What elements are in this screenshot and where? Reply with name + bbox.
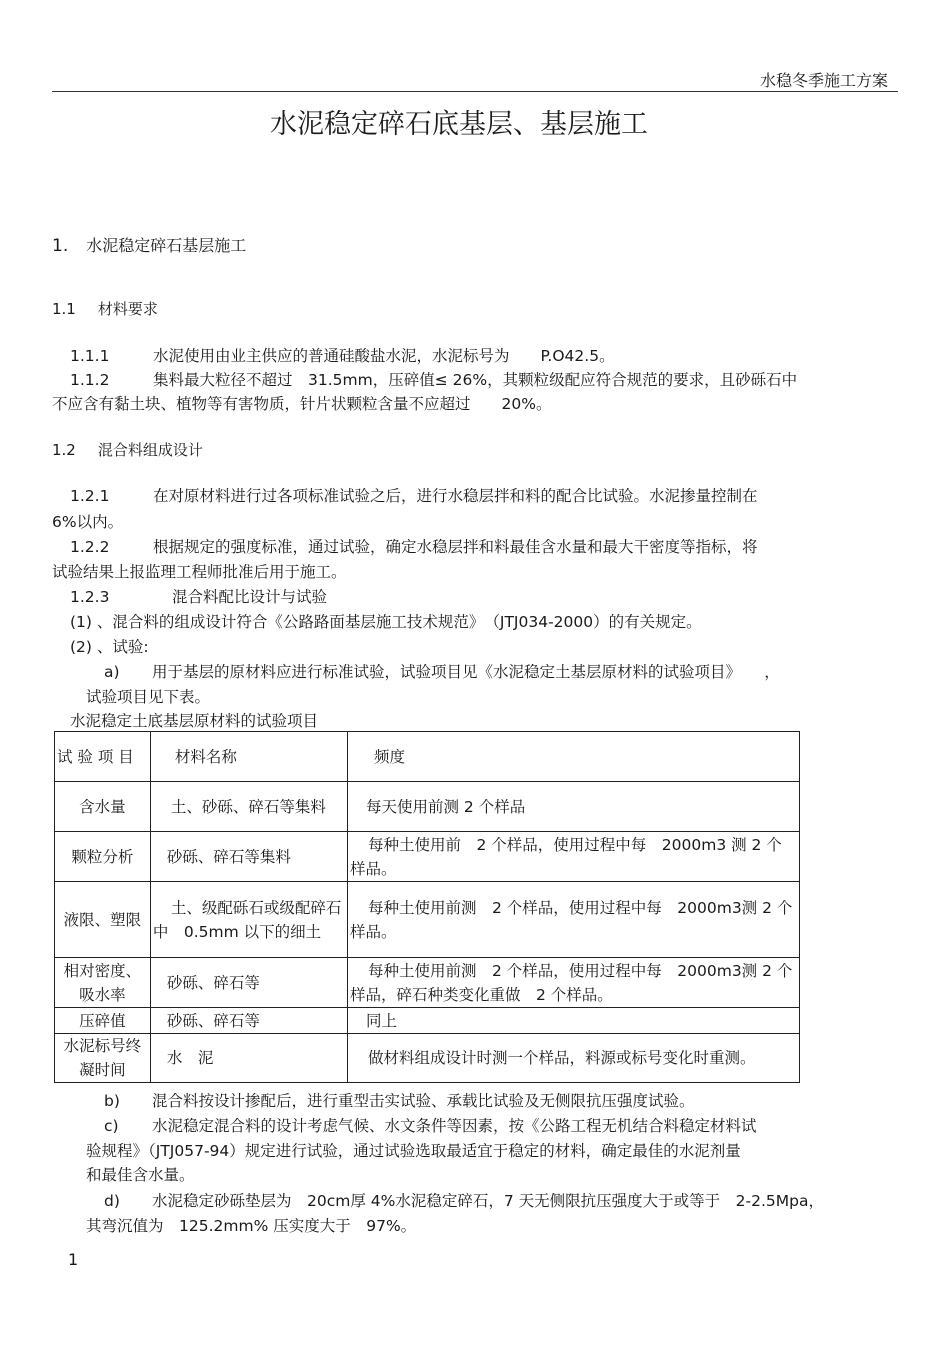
- table-cell: 土、砂砾、碎石等集料: [150, 782, 347, 832]
- para-1-2-3-number: 1.2.3: [70, 588, 110, 606]
- item-c-cont-1: 验规程》（JTJ057-94）规定进行试验，通过试验选取最适宜于稳定的材料，确定最佳的水泥剂量: [86, 1142, 741, 1160]
- para-1-2-1-cont: 6%以内。: [52, 513, 124, 531]
- item-c-cont-2: 和最佳含水量。: [86, 1166, 195, 1184]
- section-1-1-number: 1.1: [52, 300, 76, 318]
- para-1-1-2-text: 集料最大粒径不超过 31.5mm，压碎值≤ 26%，其颗粒级配应符合规范的要求，且砂砾石中: [153, 371, 798, 389]
- table-header-row: [55, 732, 800, 782]
- item-c-text: 水泥稳定混合料的设计考虑气候、水文条件等因素，按《公路工程无机结合料稳定材料试: [152, 1117, 757, 1135]
- table-cell: 压碎值: [55, 1008, 151, 1034]
- para-1-2-1: [70, 484, 758, 506]
- para-1-1-1-number: 1.1.1: [70, 347, 110, 365]
- item-a-label: a): [104, 663, 120, 681]
- page-number: 1: [68, 1250, 79, 1269]
- table-cell: 砂砾、碎石等集料: [150, 832, 347, 882]
- section-1-1-heading: [52, 298, 158, 319]
- para-1-2-2-cont: 试验结果上报监理工程师批准后用于施工。: [52, 563, 347, 581]
- para-1-2-1-number: 1.2.1: [70, 487, 110, 505]
- table-cell: 做材料组成设计时测一个样品，料源或标号变化时重测。: [347, 1034, 799, 1083]
- table-cell: 颗粒分析: [55, 832, 151, 882]
- table-cell: 液限、塑限: [55, 882, 151, 958]
- header-cell: 频度: [347, 732, 799, 782]
- para-1-1-2-cont: 不应含有黏土块、植物等有害物质，针片状颗粒含量不应超过 20%。: [52, 395, 552, 413]
- para-1-2-1-text: 在对原材料进行过各项标准试验之后，进行水稳层拌和料的配合比试验。水泥掺量控制在: [153, 487, 758, 505]
- table-cell: 砂砾、碎石等: [150, 1008, 347, 1034]
- item-d: [104, 1189, 824, 1211]
- para-1-1-2: [70, 368, 797, 390]
- header-rule: [52, 91, 898, 92]
- running-header: 水稳冬季施工方案: [759, 71, 888, 90]
- table-cell: 每种土使用前测 2 个样品，使用过程中每 2000m3测 2 个样品，碎石种类变化重做 2 个样品。: [347, 958, 799, 1008]
- item-d-text: 水泥稳定砂砾垫层为 20cm厚 4%水泥稳定碎石，7 天无侧限抗压强度大于或等于 2-2.5Mpa，: [152, 1192, 824, 1210]
- table-cell: 每天使用前测 2 个样品: [347, 782, 799, 832]
- section-1-title: 水泥稳定碎石基层施工: [86, 236, 247, 255]
- table-cell: 水泥标号终凝时间: [55, 1034, 151, 1083]
- table-cell: 砂砾、碎石等: [150, 958, 347, 1008]
- item-a-text: 用于基层的原材料应进行标准试验，试验项目见《水泥稳定土基层原材料的试验项目》 ，: [152, 663, 780, 681]
- table-cell: 土、级配砾石或级配碎石中 0.5mm 以下的细土: [150, 882, 347, 958]
- para-1-2-3: [70, 585, 327, 607]
- item-d-cont: 其弯沉值为 125.2mm% 压实度大于 97%。: [86, 1217, 417, 1235]
- item-2: (2) 、试验:: [70, 638, 149, 656]
- para-1-1-1: [70, 344, 615, 366]
- table-row: [55, 882, 800, 958]
- table-cell: 每种土使用前测 2 个样品，使用过程中每 2000m3测 2 个样品。: [347, 882, 799, 958]
- item-b-text: 混合料按设计掺配后，进行重型击实试验、承载比试验及无侧限抗压强度试验。: [152, 1092, 695, 1110]
- table-cell: 同上: [347, 1008, 799, 1034]
- para-1-2-3-title: 混合料配比设计与试验: [172, 588, 328, 606]
- document-title: 水泥稳定碎石底基层、基层施工: [270, 109, 648, 140]
- table-cell: 相对密度、吸水率: [55, 958, 151, 1008]
- para-1-1-2-number: 1.1.2: [70, 371, 110, 389]
- section-1-2-heading: [52, 439, 203, 460]
- section-1-2-title: 混合料组成设计: [97, 441, 203, 459]
- header-cell: 材料名称: [150, 732, 347, 782]
- para-1-1-1-text: 水泥使用由业主供应的普通硅酸盐水泥，水泥标号为 P.O42.5。: [153, 347, 615, 365]
- item-c-label: c): [104, 1117, 119, 1135]
- table-row: [55, 832, 800, 882]
- item-b: [104, 1089, 695, 1111]
- table-row: [55, 1008, 800, 1034]
- section-1-1-title: 材料要求: [97, 300, 158, 318]
- item-d-label: d): [104, 1192, 120, 1210]
- table-row: [55, 1034, 800, 1083]
- para-1-2-2: [70, 535, 758, 557]
- table-cell: 含水量: [55, 782, 151, 832]
- table-row: [55, 782, 800, 832]
- item-1: (1) 、混合料的组成设计符合《公路路面基层施工技术规范》 （JTJ034-2000）的有关规定。: [70, 613, 702, 631]
- item-a-cont: 试验项目见下表。: [86, 688, 211, 706]
- materials-test-table: [54, 731, 800, 1083]
- header-cell: 试 验 项 目: [55, 732, 151, 782]
- section-1-heading: [52, 233, 246, 256]
- table-cell: 水 泥: [150, 1034, 347, 1083]
- item-b-label: b): [104, 1092, 120, 1110]
- item-a: [104, 660, 780, 682]
- table-caption: 水泥稳定土底基层原材料的试验项目: [70, 712, 319, 730]
- table-cell: 每种土使用前 2 个样品，使用过程中每 2000m3 测 2 个样品。: [347, 832, 799, 882]
- item-c: [104, 1114, 757, 1136]
- section-1-number: 1.: [52, 236, 69, 256]
- para-1-2-2-number: 1.2.2: [70, 538, 110, 556]
- section-1-2-number: 1.2: [52, 441, 76, 459]
- table-row: [55, 958, 800, 1008]
- para-1-2-2-text: 根据规定的强度标准，通过试验，确定水稳层拌和料最佳含水量和最大干密度等指标，将: [153, 538, 758, 556]
